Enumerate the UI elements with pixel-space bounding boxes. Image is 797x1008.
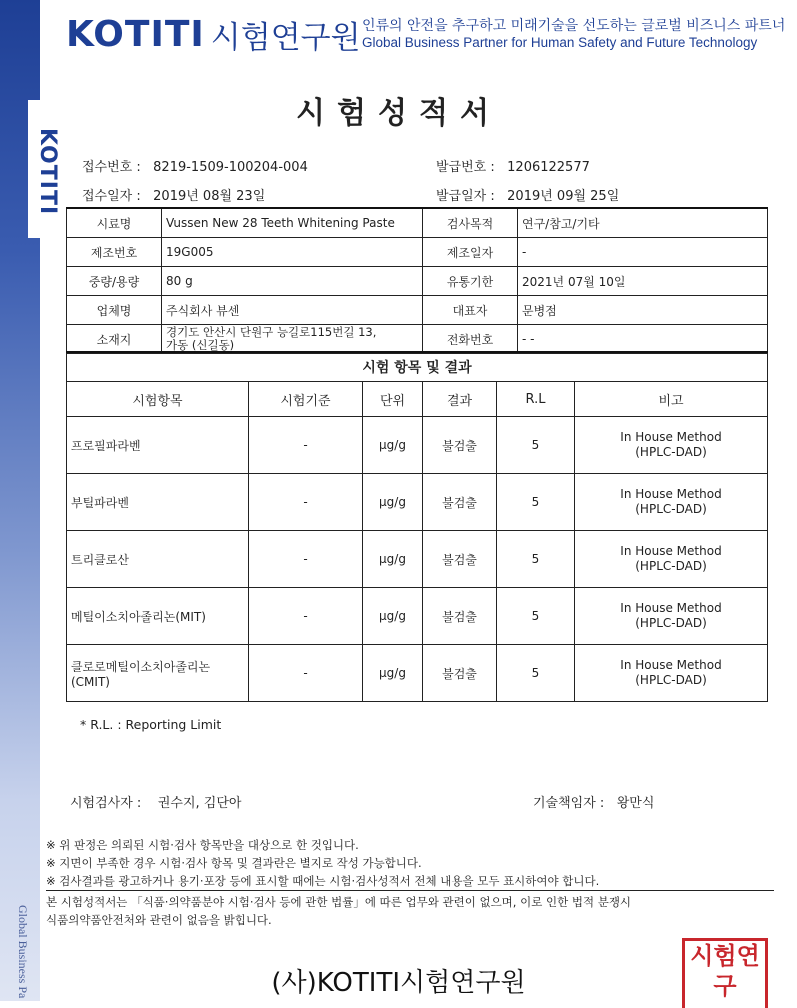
note <box>575 645 768 702</box>
results-table <box>66 351 768 702</box>
notice-item: ※ 위 판정은 의뢰된 시험·검사 항목만을 대상으로 한 것입니다. <box>46 838 359 852</box>
weight: 80 g <box>162 267 423 296</box>
receipt-date-label: 접수일자 : <box>82 189 141 204</box>
rl: 5 <box>497 417 575 474</box>
tech-name: 왕만식 <box>616 796 655 811</box>
item-name: 부틸파라벤 <box>67 474 249 531</box>
issue-date-label: 발급일자 : <box>436 189 495 204</box>
rl: 5 <box>497 531 575 588</box>
receipt-no-label: 접수번호 : <box>82 160 141 175</box>
legal-disclaimer <box>46 893 631 929</box>
header-item: 시험항목 <box>67 382 249 417</box>
result: 불검출 <box>423 531 497 588</box>
organization-name: (사)KOTITI시험연구원 <box>271 968 526 998</box>
document-title: 시험성적서 <box>296 96 501 131</box>
header-result: 결과 <box>423 382 497 417</box>
header-rl: R.L <box>497 382 575 417</box>
note-method: In House Method <box>620 487 722 501</box>
unit: μg/g <box>363 531 423 588</box>
rl: 5 <box>497 645 575 702</box>
note <box>575 588 768 645</box>
tester-label: 시험검사자 : <box>70 796 142 811</box>
header-note: 비고 <box>575 382 768 417</box>
rl-footnote: * R.L. : Reporting Limit <box>80 717 222 732</box>
note-technique: (HPLC-DAD) <box>635 616 707 630</box>
phone-label: 전화번호 <box>423 325 518 354</box>
unit: μg/g <box>363 645 423 702</box>
logo-text: KOTITI <box>66 13 205 55</box>
lot-label: 제조번호 <box>67 238 162 267</box>
item-name: 메틸이소치아졸리논(MIT) <box>67 588 249 645</box>
standard: - <box>249 645 363 702</box>
header-unit: 단위 <box>363 382 423 417</box>
legal-line: 본 시험성적서는 「식품·의약품분야 시험·검사 등에 관한 법률」에 따른 업무와 관련이 없으며, 이로 인한 법적 분쟁시 <box>46 895 632 909</box>
sample-name-label: 시료명 <box>67 208 162 238</box>
issue-no-label: 발급번호 : <box>436 160 495 175</box>
mfg-date-label: 제조일자 <box>423 238 518 267</box>
receipt-no-row <box>82 156 308 175</box>
expiry: 2021년 07월 10일 <box>518 267 768 296</box>
company-label: 업체명 <box>67 296 162 325</box>
note-method: In House Method <box>620 430 722 444</box>
note-technique: (HPLC-DAD) <box>635 673 707 687</box>
issue-date: 2019년 09월 25일 <box>507 189 620 204</box>
standard: - <box>249 474 363 531</box>
purpose-label: 검사목적 <box>423 208 518 238</box>
note-method: In House Method <box>620 658 722 672</box>
legal-line: 식품의약품안전처와 관련이 없음을 밝힙니다. <box>46 913 272 927</box>
result: 불검출 <box>423 645 497 702</box>
issue-date-row <box>436 185 619 204</box>
item-name: 클로로메틸이소치아졸리논(CMIT) <box>67 645 249 702</box>
address-line1: 경기도 안산시 단원구 능길로115번길 13, <box>166 325 377 339</box>
item-name: 트리클로산 <box>67 531 249 588</box>
rl: 5 <box>497 588 575 645</box>
kotiti-logo <box>66 14 361 54</box>
note-technique: (HPLC-DAD) <box>635 559 707 573</box>
unit: μg/g <box>363 588 423 645</box>
tester-signature <box>70 792 241 811</box>
table-row <box>67 588 768 645</box>
sidebar-text: Global Business Pa <box>16 905 30 999</box>
logo-korean: 시험연구원 <box>210 19 361 56</box>
tester-names: 권수지, 김단아 <box>157 796 242 811</box>
note <box>575 474 768 531</box>
standard: - <box>249 531 363 588</box>
note-method: In House Method <box>620 601 722 615</box>
note-method: In House Method <box>620 544 722 558</box>
table-row <box>67 417 768 474</box>
receipt-date: 2019년 08월 23일 <box>153 189 266 204</box>
expiry-label: 유통기한 <box>423 267 518 296</box>
note-technique: (HPLC-DAD) <box>635 445 707 459</box>
sample-info-table <box>66 207 768 354</box>
issue-no-row <box>436 156 590 175</box>
rl: 5 <box>497 474 575 531</box>
mfg-date: - <box>518 238 768 267</box>
divider <box>46 890 774 891</box>
receipt-no: 8219-1509-100204-004 <box>153 160 308 175</box>
sidebar-logo: KOTITI <box>35 128 60 216</box>
ceo-label: 대표자 <box>423 296 518 325</box>
standard: - <box>249 588 363 645</box>
purpose: 연구/참고/기타 <box>518 208 768 238</box>
company: 주식회사 뷰센 <box>162 296 423 325</box>
receipt-date-row <box>82 185 265 204</box>
result: 불검출 <box>423 417 497 474</box>
notices <box>46 836 599 890</box>
sample-name: Vussen New 28 Teeth Whitening Paste <box>162 208 423 238</box>
table-row <box>67 474 768 531</box>
note-technique: (HPLC-DAD) <box>635 502 707 516</box>
notice-item: ※ 검사결과를 광고하거나 용기·포장 등에 표시할 때에는 시험·검사성적서 전체 내용을 모두 표시하여야 합니다. <box>46 874 600 888</box>
address-label: 소재지 <box>67 325 162 354</box>
tech-label: 기술책임자 : <box>533 796 605 811</box>
ceo: 문병점 <box>518 296 768 325</box>
issue-no: 1206122577 <box>507 160 590 175</box>
notice-item: ※ 지면이 부족한 경우 시험·검사 항목 및 결과란은 별지로 작성 가능합니다. <box>46 856 422 870</box>
item-name: 프로필파라벤 <box>67 417 249 474</box>
header-standard: 시험기준 <box>249 382 363 417</box>
note <box>575 417 768 474</box>
result: 불검출 <box>423 588 497 645</box>
official-seal: 시험연구 <box>682 938 768 1008</box>
standard: - <box>249 417 363 474</box>
note <box>575 531 768 588</box>
tech-signature <box>533 792 654 811</box>
unit: μg/g <box>363 474 423 531</box>
table-row <box>67 645 768 702</box>
table-row <box>67 531 768 588</box>
results-section-title: 시험 항목 및 결과 <box>67 352 768 382</box>
unit: μg/g <box>363 417 423 474</box>
address <box>162 325 423 354</box>
phone: - - <box>518 325 768 354</box>
weight-label: 중량/용량 <box>67 267 162 296</box>
result: 불검출 <box>423 474 497 531</box>
lot: 19G005 <box>162 238 423 267</box>
slogan-english: Global Business Partner for Human Safety and Future Technology <box>362 35 758 50</box>
address-line2: 가동 (신길동) <box>166 338 235 352</box>
slogan-korean: 인류의 안전을 추구하고 미래기술을 선도하는 글로벌 비즈니스 파트너 <box>362 18 786 34</box>
